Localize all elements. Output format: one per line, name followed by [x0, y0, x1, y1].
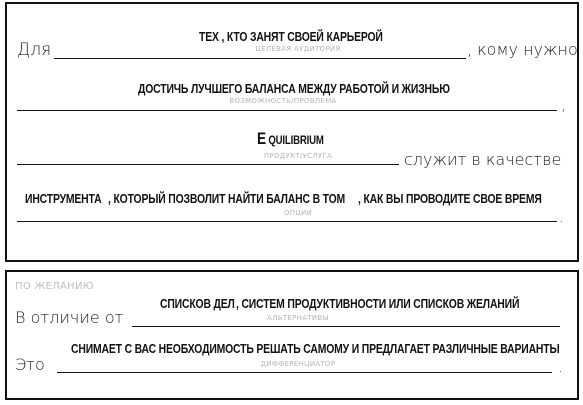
differentiator-value: СНИМАЕТ С ВАС НЕОБХОДИМОСТЬ РЕШАТЬ САМОМУ И ПРЕДЛАГАЕТ РАЗЛИЧНЫЕ ВАРИАНТЫ [71, 341, 560, 356]
alternatives-hint: АЛЬТЕРНАТИВЫ [267, 314, 329, 322]
options-value-balance: , КОТОРЫЙ ПОЗВОЛИТ НАЙТИ БАЛАНС В ТОМ [108, 191, 346, 206]
prefix-for: Для [17, 40, 52, 60]
differentiator-hint: ДИФФЕРЕНЦИАТОР [260, 360, 336, 368]
target-audience-hint: ЦЕЛЕВАЯ АУДИТОРИЯ [255, 45, 341, 53]
differentiation-box [5, 270, 579, 400]
options-suffix: . [559, 208, 564, 226]
positioning-statement-box [5, 2, 579, 262]
opportunity-value: ДОСТИЧЬ ЛУЧШЕГО БАЛАНСА МЕЖДУ РАБОТОЙ И ЖИЗНЬЮ [138, 81, 450, 96]
serves-as-suffix: служит в качестве [404, 150, 562, 169]
options-hint: ОПЦИИ [283, 209, 313, 217]
options-line [17, 221, 557, 222]
prefix-this: Это [15, 355, 45, 374]
product-line [17, 164, 399, 165]
opportunity-line [17, 110, 557, 111]
product-value [257, 130, 324, 147]
differentiator-line [57, 372, 552, 373]
opportunity-suffix: , [561, 96, 566, 114]
differentiator-suffix: . [558, 358, 563, 376]
product-value-initial: E [257, 129, 266, 148]
prefix-unlike: В отличие от [15, 308, 124, 327]
alternatives-value-todo: СПИСКОВ ДЕЛ [160, 296, 235, 311]
target-audience-value: ТЕХ , КТО ЗАНЯТ СВОЕЙ КАРЬЕРОЙ [199, 29, 383, 44]
product-value-rest: QUILIBRIUM [268, 133, 324, 147]
target-audience-line [54, 58, 466, 59]
options-value-time: , КАК ВЫ ПРОВОДИТЕ СВОЕ ВРЕМЯ [358, 191, 542, 206]
alternatives-line [132, 326, 560, 327]
optional-note: ПО ЖЕЛАНИЮ [15, 281, 94, 292]
options-value-instrument: ИНСТРУМЕНТА [25, 191, 102, 206]
opportunity-hint: ВОЗМОЖНОСТЬ/ПРОБЛЕМА [229, 97, 337, 105]
product-hint: ПРОДУКТ/УСЛУГА [263, 152, 333, 160]
alternatives-value-systems: , СИСТЕМ ПРОДУКТИВНОСТИ ИЛИ СПИСКОВ ЖЕЛАНИЙ [236, 296, 520, 311]
suffix-who-needs: , кому нужно [467, 40, 578, 59]
